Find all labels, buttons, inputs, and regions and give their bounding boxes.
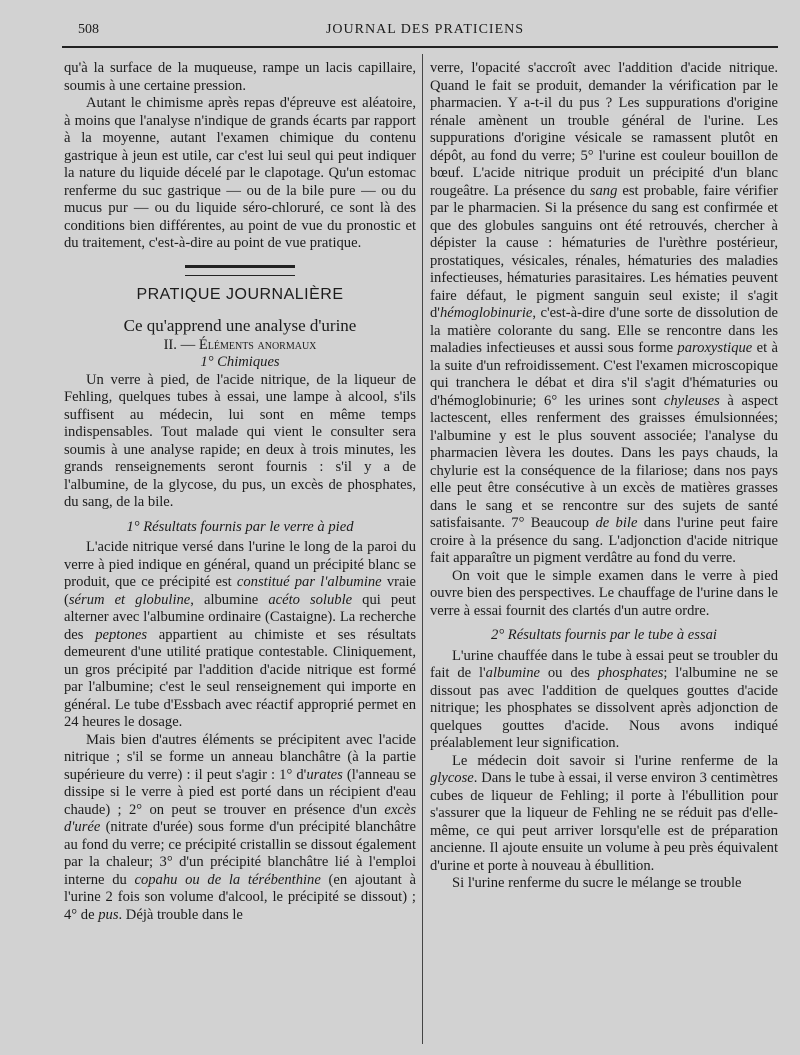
italic-run: glycose <box>430 770 474 786</box>
text-run: L'acide nitrique versé dans l'urine le long de la paroi du verre à pied indique en général, quand un précipité blanc se produit, que ce précipité est <box>64 539 416 590</box>
text-run: à aspect lactescent, elles renferment des graisses émulsionnées; l'albumine y est le plus souvent associée; l'analyse du pharmacien lèvera les doutes. Dans les pays chauds, la chylurie est la conséquence de la filariose; dans nos pays elle peut être consécutive à un excès de matières grasses dans le sang et se rencontre sur des sujets de santé satisfaisante. 7° Beaucoup <box>430 392 778 531</box>
italic-run: copahu ou de la térébenthine <box>134 871 321 888</box>
paragraph: On voit que le simple examen dans le verre à pied ouvre bien des perspectives. Le chauffage de l'urine dans le verre à essai fournit des clartés d'un autre ordre. <box>430 567 778 619</box>
section-title: PRATIQUE JOURNALIÈRE <box>136 285 344 303</box>
text-run: . Déjà trouble dans le <box>118 906 243 923</box>
page-number: 508 <box>78 22 99 37</box>
italic-run: sang <box>589 182 618 199</box>
paragraph <box>64 539 416 732</box>
part-number: II. — <box>163 336 196 353</box>
italic-run: paroxystique <box>677 340 753 356</box>
page-header <box>78 22 772 44</box>
part-title: Éléments anormaux <box>198 336 317 353</box>
header-rule <box>62 46 778 48</box>
paragraph <box>430 648 778 753</box>
text-run: est probable, faire vérifier par le pharmacien. Si la présence du sang est confirmée et que des globules sanguins ont été retrouvés, chercher à dépister la cause : hématuries de l'urèthre postérieur, prostatiques, vésicales, rénales, hématuries des maladies infectieuses, hématuries parasitaires. Les hématies peuvent faire défaut, le pigment sanguin seul existe; il s'agit d' <box>430 182 779 321</box>
paragraph <box>64 732 416 925</box>
italic-run: de bile <box>595 515 638 531</box>
text-run: ou des <box>540 665 598 681</box>
paragraph <box>430 60 778 568</box>
text-run: L'urine chauffée dans le tube à essai peut se troubler du fait de l' <box>430 647 778 681</box>
text-run: . Dans le tube à essai, il verse environ 3 centimètres cubes de liqueur de Fehling; il porte à l'ébullition pour s'assurer que la liqueur de Fehling ne se réduit pas d'elle-même, ce qui peut arriver lorsqu'elle est de préparation ancienne. Il ajoute ensuite un volume à peu près équivalent d'urine et porte à nouveau à ébullition. <box>430 770 778 874</box>
text-run: qui peut alterner avec l'albumine ordinaire (Castaigne). La recherche des <box>64 591 416 643</box>
text-run: et à la suite d'un refroidissement. C'est l'examen microscopique qui tranchera le débat et dira s'il s'agit d'hématuries ou d'hémoglobinurie; 6° les urines sont <box>430 340 778 409</box>
text-run: (nitrate d'urée) sous forme d'un précipité blanchâtre au fond du verre; ce précipité cristallin se dissout également par la chaleur; 3° d'un précipité blanchâtre lié à l'emploi interne du <box>64 819 416 888</box>
italic-run: phosphates <box>597 665 664 681</box>
paragraph: Si l'urine renferme du sucre le mélange se trouble <box>452 875 742 891</box>
left-column <box>64 60 416 924</box>
heading-text: 2° Résultats fournis par le tube à essai <box>491 627 717 643</box>
journal-title: JOURNAL DES PRATICIENS <box>325 22 525 37</box>
italic-run: chyleuses <box>663 392 720 409</box>
text-run: Mais bien d'autres éléments se précipitent avec l'acide nitrique ; s'il se forme un anneau blanchâtre (à la partie supérieure du verre) : il peut s'agir : 1° d' <box>64 731 416 783</box>
right-column <box>430 60 778 893</box>
subsection-heading <box>430 627 778 645</box>
subpart-heading: 1° Chimiques <box>200 354 280 370</box>
article-title: Ce qu'apprend une analyse d'urine <box>123 316 357 335</box>
text-run: vraie ( <box>64 574 416 608</box>
italic-run: excès d'urée <box>64 801 416 835</box>
italic-run: peptones <box>95 626 148 643</box>
text-run: Le médecin doit savoir si l'urine renferme de la <box>452 752 778 769</box>
italic-run: urates <box>306 766 343 783</box>
section-separator <box>185 265 295 276</box>
text-run: (en ajoutant à l'urine 2 fois son volume d'alcool, le précipité se dissout) ; 4° de <box>64 871 416 923</box>
text-run: , c'est-à-dire d'une sorte de dissolution de la matière colorante du sang. Elle se rencontre dans les maladies infectieuses et aussi sous forme <box>430 305 778 356</box>
part-heading <box>64 337 416 355</box>
column-divider <box>422 54 423 1044</box>
paragraph: Un verre à pied, de l'acide nitrique, de la liqueur de Fehling, quelques tubes à essai, une lampe à alcool, s'ils suffisent au médecin, lui sont en même temps indispensables. Tout malade qui vient le consulter sera soumis à une analyse rapide; en deux à trois minutes, les grands renseignements seront fournis : s'il y a de l'albumine, de la glycose, du pus, un excès de phosphates, du sang, de la bile. <box>64 371 416 510</box>
paragraph <box>430 753 778 876</box>
italic-run: sérum et globuline <box>68 591 191 608</box>
text-run: appartient au chimiste et ses résultats demeurent d'une utilité pratique contestable. Cliniquement, un gros précipité par l'addition d'acide nitrique est formé par l'albumine; c'est le seul renseignement qui importe en général. Le tube d'Essbach avec réactif approprié permet en 24 heures le dosage. <box>64 626 416 730</box>
text-run: dans l'urine peut faire croire à la présence du sang. L'adjonction d'acide nitrique fait apparaître un pigment verdâtre au fond du verre. <box>430 515 778 566</box>
italic-run: albumine <box>485 665 540 681</box>
subsection-heading <box>64 519 416 537</box>
paragraph: Autant le chimisme après repas d'épreuve est aléatoire, à moins que l'analyse n'indique de grands écarts par rapport à la moyenne, autant l'examen chimique du contenu gastrique à jeun est utile, car c'est lui seul qui peut indiquer la nature du liquide décelé par le clapotage. Qu'un estomac renferme du suc gastrique — ou de la bile pure — ou du mucus pur — ou du liquide séro-chloruré, ce sont là des conditions bien différentes, au point de vue du pronostic et du traitement, c'est-à-dire au point de vue pratique. <box>64 95 416 251</box>
italic-run: pus <box>98 906 119 923</box>
paragraph: qu'à la surface de la muqueuse, rampe un lacis capillaire, soumis à une certaine pression. <box>64 60 416 94</box>
text-run: ; l'albumine ne se dissout pas avec l'addition de quelques gouttes d'acide nitrique; les phosphates se dissolvent après adjonction de quelques gouttes d'acide. Nous avons indiqué préalablement leur signification. <box>430 665 778 751</box>
text-run: verre, l'opacité s'accroît avec l'addition d'acide nitrique. Quand le fait se produit, demander la vérification par le pharmacien. Y a-t-il du pus ? Les suppurations d'origine rénale amènent un trouble général de l'urine. Les suppurations d'origine vésicale se ramassent plutôt en dépôt, au fond du verre; 5° l'urine est couleur bouillon de bœuf. L'acide nitrique produit un précipité d'un blanc rougeâtre. La présence du <box>430 60 778 199</box>
italic-run: acéto soluble <box>268 591 353 608</box>
heading-text: 1° Résultats fournis par le verre à pied <box>126 518 354 535</box>
italic-run: constitué par l'albumine <box>236 574 382 590</box>
italic-run: hémoglobinurie <box>439 305 533 321</box>
text-run: , albumine <box>190 591 269 608</box>
text-run: (l'anneau se dissipe si le verre à pied est porté dans un récipient d'eau chaude) ; 2° on peut se trouver en présence d'un <box>64 766 416 818</box>
